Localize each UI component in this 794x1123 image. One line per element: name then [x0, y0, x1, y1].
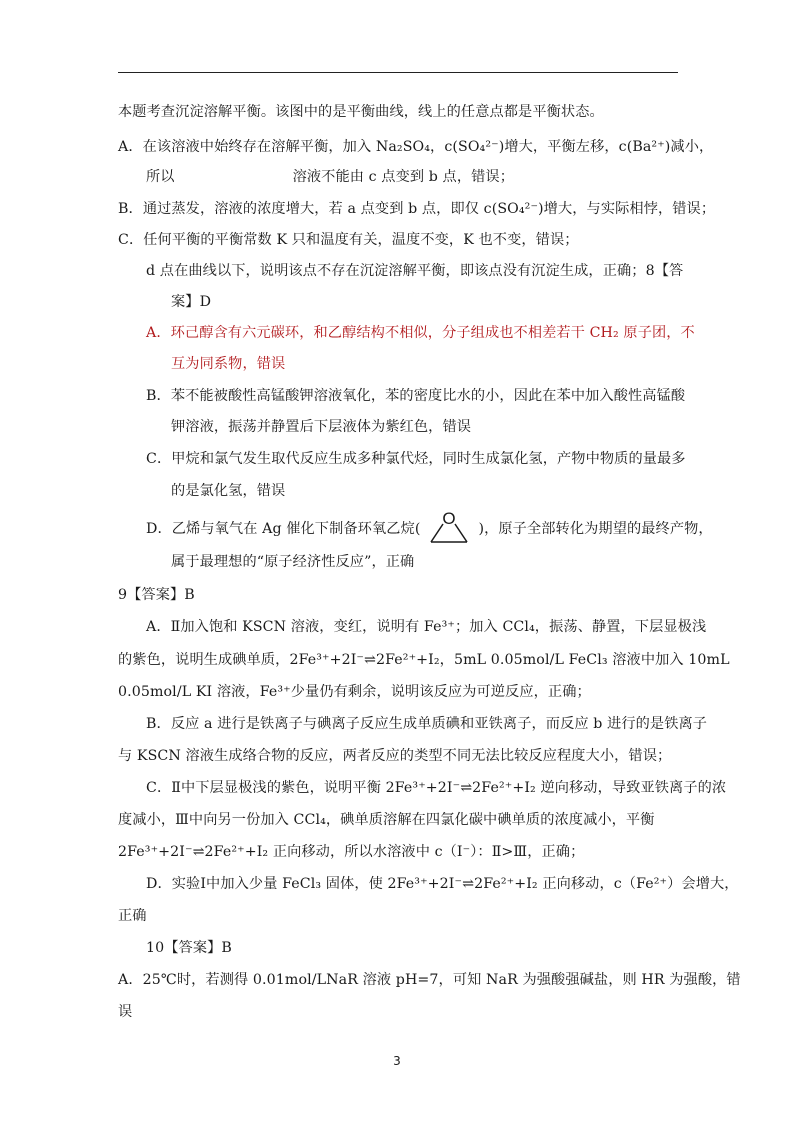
text-line: 度减小，Ⅲ中向另一份加入 CCl₄，碘单质溶解在四氯化碳中碘单质的浓度减小，平衡: [118, 812, 655, 828]
text-line: 案】D: [171, 294, 212, 310]
text-line: 误: [118, 1004, 133, 1020]
text-line: [146, 167, 514, 187]
text-line: 2Fe³⁺+2I⁻⇌2Fe²⁺+I₂ 正向移动，所以水溶液中 c（I⁻）：Ⅱ>Ⅲ，正确；: [118, 844, 585, 860]
text-line: A．25℃时，若测得 0.01mol/LNaR 溶液 pH=7，可知 NaR 为强酸强碱盐，则 HR 为强酸，错: [118, 972, 741, 988]
answer-heading: 10【答案】B: [146, 940, 232, 956]
text-line: 的是氯化氢，错误: [171, 483, 286, 499]
epoxide-oxygen-label: O: [442, 509, 457, 528]
page-number: 3: [393, 1054, 401, 1068]
text-line: 钾溶液，振荡并静置后下层液体为紫红色，错误: [171, 419, 472, 435]
text-fragment: 所以: [146, 169, 175, 185]
text-line: C．甲烷和氯气发生取代反应生成多种氯代烃，同时生成氯化氢，产物中物质的量最多: [146, 451, 686, 467]
text-line: B．反应 a 进行是铁离子与碘离子反应生成单质碘和亚铁离子，而反应 b 进行的是铁离子: [146, 716, 708, 732]
text-line-highlighted: 互为同系物，错误: [171, 356, 286, 372]
text-line-highlighted: A．环己醇含有六元碳环，和乙醇结构不相似，分子组成也不相差若干 CH₂ 原子团，不: [146, 325, 695, 341]
text-line: 与 KSCN 溶液生成络合物的反应，两者反应的类型不同无法比较反应程度大小，错误；: [118, 748, 672, 764]
answer-heading: 9【答案】B: [118, 587, 195, 603]
text-fragment: 溶液不能由 c 点变到 b 点，错误；: [292, 169, 514, 185]
text-line: 本题考查沉淀溶解平衡。该图中的是平衡曲线，线上的任意点都是平衡状态。: [118, 104, 604, 120]
text-line: B．通过蒸发，溶液的浓度增大，若 a 点变到 b 点，即仅 c(SO₄²⁻)增大，与实际相悖，错误；: [118, 201, 716, 217]
text-line: A．在该溶液中始终存在溶解平衡，加入 Na₂SO₄，c(SO₄²⁻)增大，平衡左移，c(Ba²⁺)减小，: [118, 139, 714, 155]
text-line: B．苯不能被酸性高锰酸钾溶液氧化，苯的密度比水的小，因此在苯中加入酸性高锰酸: [146, 388, 686, 404]
text-line: d 点在曲线以下，说明该点不存在沉淀溶解平衡，即该点没有沉淀生成，正确；8【答: [146, 263, 684, 279]
header-rule: [118, 72, 678, 73]
text-fragment: )，原子全部转化为期望的最终产物，: [478, 521, 713, 537]
text-line: C．Ⅱ中下层显极浅的紫色，说明平衡 2Fe³⁺+2I⁻⇌2Fe²⁺+I₂ 逆向移动，导致亚铁离子的浓: [146, 780, 727, 796]
text-fragment: D．乙烯与氧气在 Ag 催化下制备环氧乙烷(: [146, 521, 421, 537]
text-line: D．实验Ⅰ中加入少量 FeCl₃ 固体，使 2Fe³⁺+2I⁻⇌2Fe²⁺+I₂ 正向移动，c（Fe²⁺）会增大，: [146, 876, 739, 892]
epoxide-co-bond-right: [455, 524, 467, 542]
epoxide-co-bond-left: [431, 524, 443, 542]
text-line: 属于最理想的“原子经济性反应”，正确: [171, 554, 415, 570]
epoxide-structure: [420, 509, 478, 547]
text-line: A．Ⅱ加入饱和 KSCN 溶液，变红，说明有 Fe³⁺；加入 CCl₄，振荡、静置，下层显极浅: [146, 619, 707, 635]
text-line: 0.05mol/L KI 溶液，Fe³⁺少量仍有剩余，说明该反应为可逆反应，正确；: [118, 684, 591, 700]
text-line: 正确: [118, 908, 147, 924]
text-line: C．任何平衡的平衡常数 K 只和温度有关，温度不变，K 也不变，错误；: [118, 232, 579, 248]
text-line: 的紫色，说明生成碘单质，2Fe³⁺+2I⁻⇌2Fe²⁺+I₂，5mL 0.05mol/L FeCl₃ 溶液中加入 10mL: [118, 652, 730, 668]
text-line: [146, 509, 713, 539]
